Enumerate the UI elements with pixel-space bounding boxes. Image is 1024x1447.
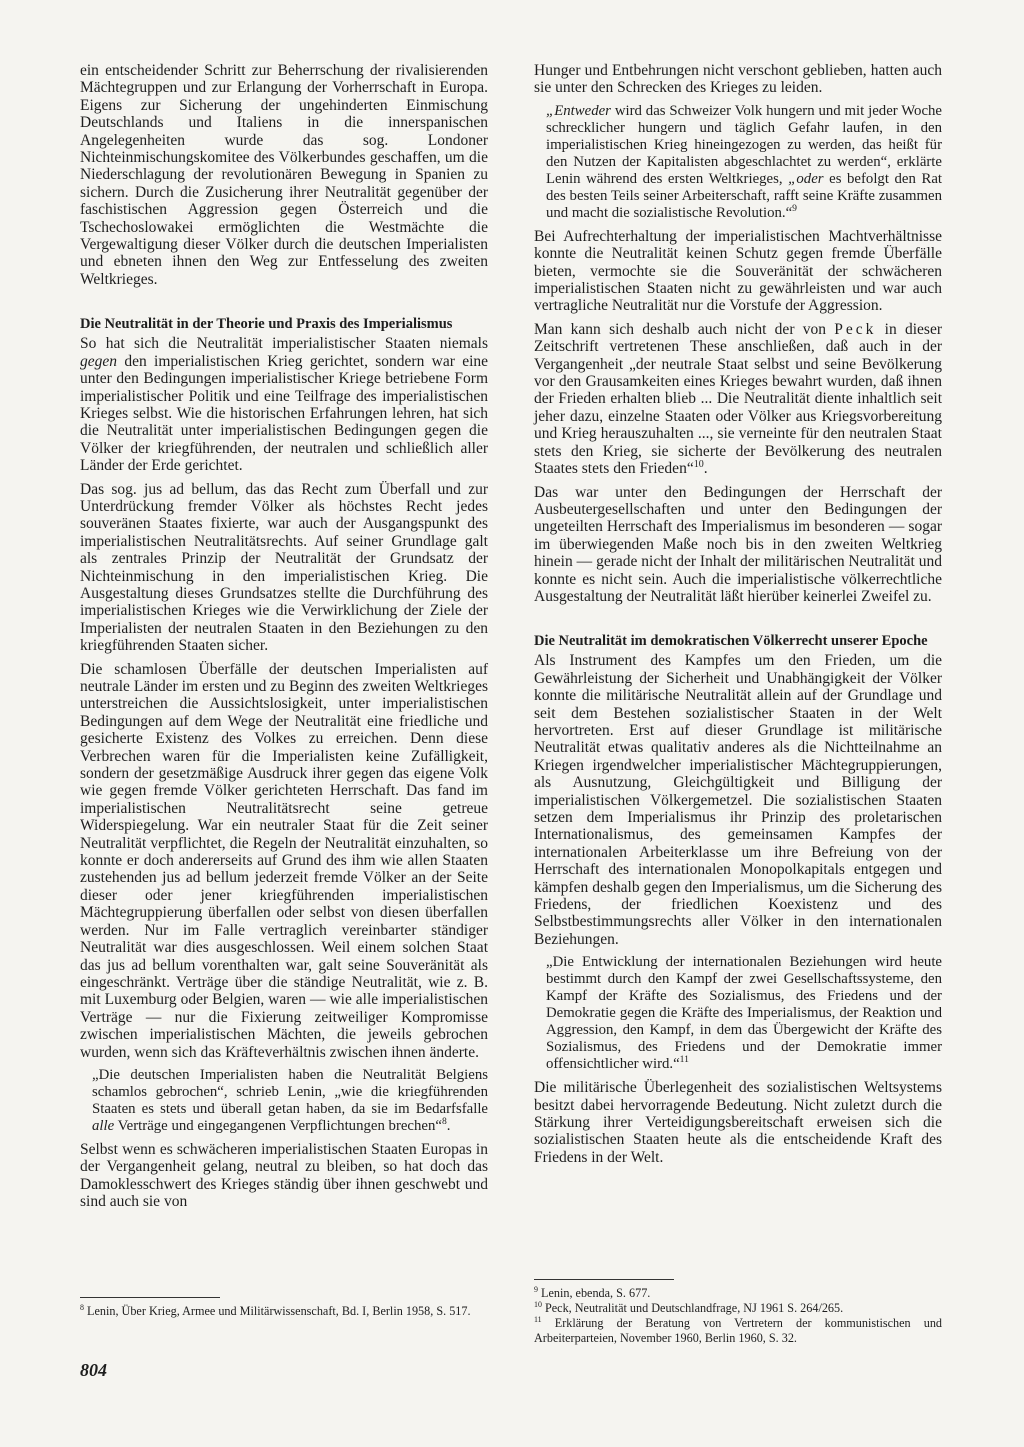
paragraph: ein entscheidender Schritt zur Beherrschung der rivalisierenden Mächtegruppen und zur Erlangung der Vorherrschaft in Europa. Eigens zur Sicherung der ungehinderten Einmischung Deutschlands und Italiens in die innerspanischen Angelegenheiten wurde das sog. Londoner Nichteinmischungskomitee des Völkerbundes geschaffen, um die Niederschlagung der revolutionären Bewegung in Spanien zu sichern. Durch die Zusicherung ihrer Neutralität gegenüber der faschistischen Aggression gegen Österreich und die Tschechoslowakei ermöglichten die Westmächte die Vergewaltigung dieser Völker durch die deutschen Imperialisten und ebneten ihnen den Weg zur Entfesselung des zweiten Weltkrieges.	[80, 62, 488, 288]
text-run: den imperialistischen Krieg gerichtet, sondern war eine unter den Bedingungen imperialistischer Kriege betriebene Form imperialistischer Politik und eine Teilfrage des imperialistischen Krieges selbst. Wie die historischen Erfahrungen lehren, hat sich die Neutralität unter imperialistischen Bedingungen gegen die Völker der kriegführenden, der neutralen und schließlich aller Länder der Erde gerichtet.	[80, 352, 489, 475]
text-run: wird das Schweizer Volk hungern und mit jeder Woche schrecklicher hungern und täglich Gefahr laufen, in den imperialistischen Krieg hineingezogen zu werden, das heißt für den Nutzen der Kapitalisten abgeschlachtet zu werden“, erklärte Lenin während des ersten Weltkrieges,	[546, 102, 942, 187]
paragraph: Hunger und Entbehrungen nicht verschont geblieben, hatten auch sie unter den Schrecken des Krieges zu leiden.	[534, 62, 942, 97]
page-number: 804	[80, 1360, 107, 1380]
footnote-text: Peck, Neutralität und Deutschlandfrage, NJ 1961 S. 264/265.	[544, 1301, 844, 1316]
paragraph: Als Instrument des Kampfes um den Frieden, um die Gewährleistung der Sicherheit und Unabhängigkeit der Völker konnte die militärische Neutralität allein auf der Grundlage und seit dem Bestehen sozialistischer Staaten in der Welt hervortreten. Erst auf dieser Grundlage ist militärische Neutralität etwas qualitativ anderes als die Nichtteilnahme an Kriegen irgendwelcher imperialistischer Mächtegruppierungen, als Ausnutzung, Gleichgültigkeit und Billigung der imperialistischen Völkergemetzel. Die sozialistischen Staaten setzen dem Imperialismus ihr Prinzip des proletarischen Internationalismus, des gemeinsamen Kampfes der internationalen Arbeiterklasse um ihre Befreiung von der Herrschaft des internationalen Monopolkapitals entgegen und kämpfen deshalb gegen den Imperialismus, um die Sicherung des Friedens, der friedlichen Koexistenz und des Selbstbestimmungsrechts aller Völker in den internationalen Beziehungen.	[534, 652, 942, 948]
text-run: „Die Entwicklung der internationalen Beziehungen wird heute bestimmt durch den Kampf der zwei Gesellschaftssysteme, den Kampf der Kräfte des Sozialismus, des Friedens und der Demokratie gegen die Kräfte des Imperialismus, der Reaktion und Aggression, den Kampf, in dem das Übergewicht der Kräfte des Sozialismus, des Friedens und der Demokratie immer offensichtlicher wird.“	[546, 954, 942, 1073]
paragraph: Die schamlosen Überfälle der deutschen Imperialisten auf neutrale Länder im ersten und zu Beginn des zweiten Weltkrieges unterstreichen die Aussichtslosigkeit, unter imperialistischen Bedingungen auf dem Wege der Neutralität eine friedliche und gesicherte Existenz des Volkes zu erreichen. Denn diese Verbrechen waren für die Imperialisten keine Zufälligkeit, sondern der gesetzmäßige Ausdruck ihrer gegen das eigene Volk wie gegen fremde Völker gerichteten Herrschaft. Das fand im imperialistischen Neutralitätsrecht seine getreue Widerspiegelung. War ein neutraler Staat für die Zeit seiner Neutralität verpflichtet, die Regeln der Neutralität einzuhalten, so konnte er doch andererseits auf Grund des ihm wie allen Staaten zustehenden jus ad bellum jederzeit fremde Völker an der Seite dieser oder jener kriegführenden imperialistischen Mächtegruppierung überfallen oder selbst von diesen überfallen werden. Nur im Falle vertraglich vereinbarter ständiger Neutralität war dies ausgeschlossen. Weil einem solchen Staat das jus ad bellum vorenthalten war, galt seine Souveränität als eingeschränkt. Verträge über die ständige Neutralität, wie z. B. mit Luxemburg oder Belgien, waren — wie alle imperialistischen Verträge — nur die Fixierung zeitweiliger Kompromisse zwischen imperialistischen Mächten, die jeweils gebrochen wurden, wenn sich das Kräfteverhältnis zwischen ihnen änderte.	[80, 660, 488, 1061]
footnote-text: Erklärung der Beratung von Vertretern der kommunistischen und Arbeiterparteien, November 1960, Berlin 1960, S. 32.	[534, 1316, 943, 1345]
footnote-rule	[80, 1297, 220, 1298]
footnote-ref: 10	[693, 458, 704, 470]
paragraph: Die militärische Überlegenheit des sozialistischen Weltsystems besitzt dabei hervorragende Bedeutung. Nicht zuletzt durch die Stärkung ihrer Verteidigungsbereitschaft erweisen sich die sozialistischen Staaten heute als die entscheidende Kraft des Friedens in der Welt.	[534, 1079, 942, 1166]
text-run: .	[703, 460, 708, 478]
block-quote	[546, 954, 942, 1073]
emphasis: „oder	[788, 170, 824, 187]
footnote-9	[534, 1286, 942, 1300]
text-run: Man kann sich deshalb auch nicht der von	[534, 320, 826, 338]
footnote-ref: 11	[679, 1054, 689, 1066]
paragraph: Das war unter den Bedingungen der Herrschaft der Ausbeutergesellschaften und unter den Bedingungen der ungeteilten Herrschaft des Imperialismus im besonderen — sogar im überwiegenden Maße noch bis in den zweiten Weltkrieg hinein — gerade nicht der Inhalt der militärischen Neutralität und konnte es nicht sein. Auch die imperialistische völkerrechtliche Ausgestaltung der Neutralität läßt hierüber keinerlei Zweifel zu.	[534, 483, 942, 605]
footnote-text: Lenin, Über Krieg, Armee und Militärwissenschaft, Bd. I, Berlin 1958, S. 517.	[87, 1304, 471, 1318]
text-run: So hat sich die Neutralität imperialistischer Staaten niemals	[80, 335, 488, 353]
section-heading: Die Neutralität in der Theorie und Praxis des Imperialismus	[80, 316, 453, 333]
left-column	[80, 62, 488, 1217]
author-name: Peck	[834, 320, 877, 338]
text-run: .	[446, 1117, 451, 1134]
right-column	[534, 62, 942, 1172]
paragraph: Das sog. jus ad bellum, das das Recht zum Überfall und zur Unterdrückung fremder Völker als höchstes Recht jedes souveränen Staates fixierte, war auch der Ausgangspunkt des imperialistischen Neutralitätsrechts. Auf seiner Grundlage galt als zentrales Prinzip der Neutralität der Grundsatz der Nichteinmischung in den imperialistischen Krieg. Die Ausgestaltung dieses Grundsatzes stellte die Durchführung des imperialistischen Krieges wie die Verwirklichung der Ziele der Imperialisten der neutralen Staaten in den Beziehungen zu den kriegführenden Staaten sicher.	[80, 480, 488, 655]
emphasis: alle	[92, 1117, 115, 1134]
emphasis: gegen	[80, 352, 118, 370]
paragraph	[80, 335, 488, 474]
block-quote	[546, 103, 942, 222]
block-quote	[92, 1067, 488, 1135]
footnote-number: 11	[534, 1315, 542, 1325]
paragraph	[534, 321, 942, 478]
footnote-number: 10	[534, 1300, 542, 1310]
footnotes-right	[534, 1279, 942, 1346]
footnote-number: 9	[534, 1284, 538, 1294]
footnote-ref: 8	[441, 1116, 447, 1128]
section-heading: Die Neutralität im demokratischen Völkerrecht unserer Epoche	[534, 633, 928, 650]
footnote-number: 8	[80, 1302, 84, 1312]
footnote-ref: 9	[792, 202, 797, 214]
footnote-10	[534, 1301, 942, 1315]
footnote-11	[534, 1316, 942, 1344]
footnote-rule	[534, 1279, 674, 1280]
text-run: „Die deutschen Imperialisten haben die Neutralität Belgiens schamlos gebrochen“, schrieb Lenin, „wie die kriegführenden Staaten es stets und überall getan haben, da sie im Bedarfsfalle	[92, 1066, 488, 1117]
paragraph: Bei Aufrechterhaltung der imperialistischen Machtverhältnisse konnte die Neutralität keinen Schutz gegen fremde Überfälle bieten, vermochte sie die Souveränität der schwächeren imperialistischen Staaten nicht zu gewährleisten und war auch vertragliche Neutralität nur die Vorstufe der Aggression.	[534, 227, 942, 315]
text-run: es befolgt den Rat des besten Teils seiner Arbeiterschaft, rafft seine Kräfte zusammen und macht die sozialistische Revolution.“	[546, 170, 943, 221]
text-run: in dieser Zeitschrift vertretenen These anschließen, daß auch in der Vergangenheit „der neutrale Staat selbst und seine Bevölkerung vor den Grausamkeiten eines Krieges bewahrt wurden, daß ihnen der Frieden erhalten blieb ... Die Neutralität diente inhaltlich seit jeher dazu, einzelne Staaten oder Völker aus Kriegsvorbereitung und Krieg herauszuhalten ..., sie verneinte für den neutralen Staat stets den Krieg, sie sicherte der Bevölkerung des neutralen Staates stets den Frieden“	[534, 320, 943, 478]
paragraph: Selbst wenn es schwächeren imperialistischen Staaten Europas in der Vergangenheit gelang, neutral zu bleiben, so hat doch das Damoklesschwert des Krieges ständig über ihnen geschwebt und sind auch sie von	[80, 1140, 488, 1211]
text-run: Verträge und eingegangenen Verpflichtungen brechen“	[117, 1117, 442, 1134]
footnotes-left	[80, 1297, 488, 1319]
footnote-8	[80, 1304, 488, 1318]
emphasis: „Entweder	[546, 102, 611, 119]
footnote-text: Lenin, ebenda, S. 677.	[541, 1286, 651, 1300]
